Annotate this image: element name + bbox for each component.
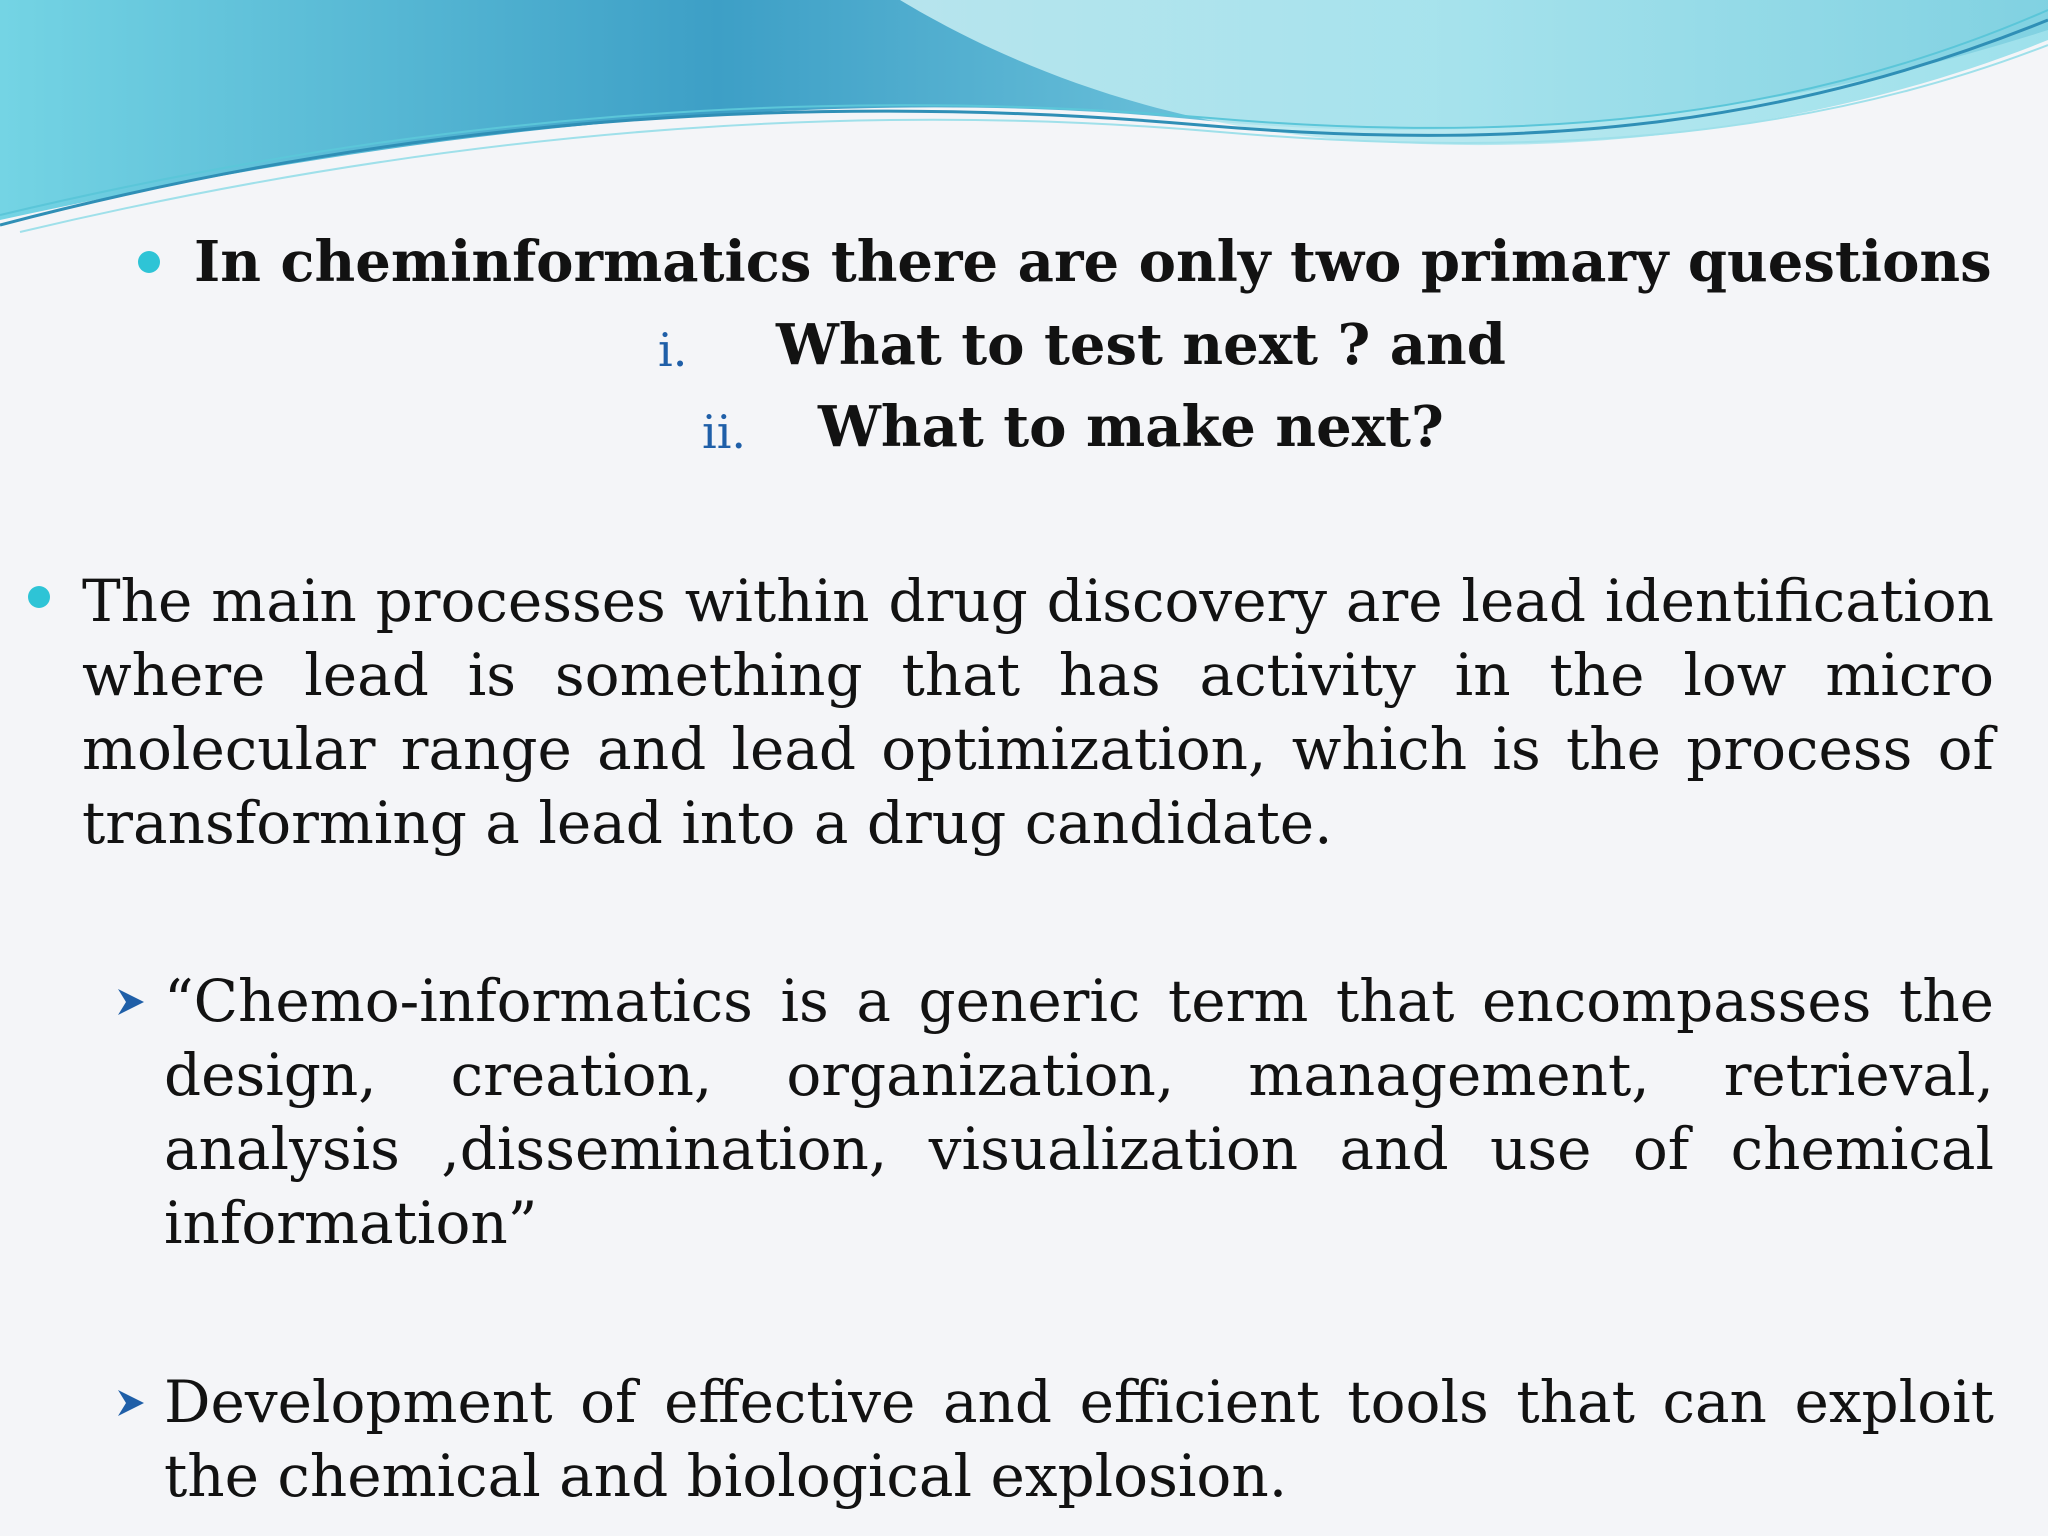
primary-question-heading: In cheminformatics there are only two primary questions <box>194 229 1992 295</box>
definition-paragraph: “Chemo-informatics is a generic term that encompasses the design, creation, organization, management, retrieval, analysis ,dissemination, visualization and use of chemical information” <box>164 967 1994 1257</box>
circle-bullet-icon <box>28 586 50 608</box>
arrow-bullet-icon <box>114 1386 148 1420</box>
header-wave-decoration <box>0 0 2048 240</box>
question-item-2: What to make next? <box>818 394 1444 460</box>
question-numeral-2: ii. <box>702 405 747 459</box>
processes-paragraph: The main processes within drug discovery are lead identification where lead is something that has activity in the low micro molecular range and lead optimization, which is the process of transforming a lead into a drug candidate. <box>82 567 1994 857</box>
arrow-bullet-icon <box>114 985 148 1019</box>
circle-bullet-icon <box>138 251 160 273</box>
question-numeral-1: i. <box>658 323 688 377</box>
development-paragraph: Development of effective and efficient tools that can exploit the chemical and biological explosion. <box>164 1368 1994 1510</box>
question-item-1: What to test next ? and <box>776 312 1506 378</box>
